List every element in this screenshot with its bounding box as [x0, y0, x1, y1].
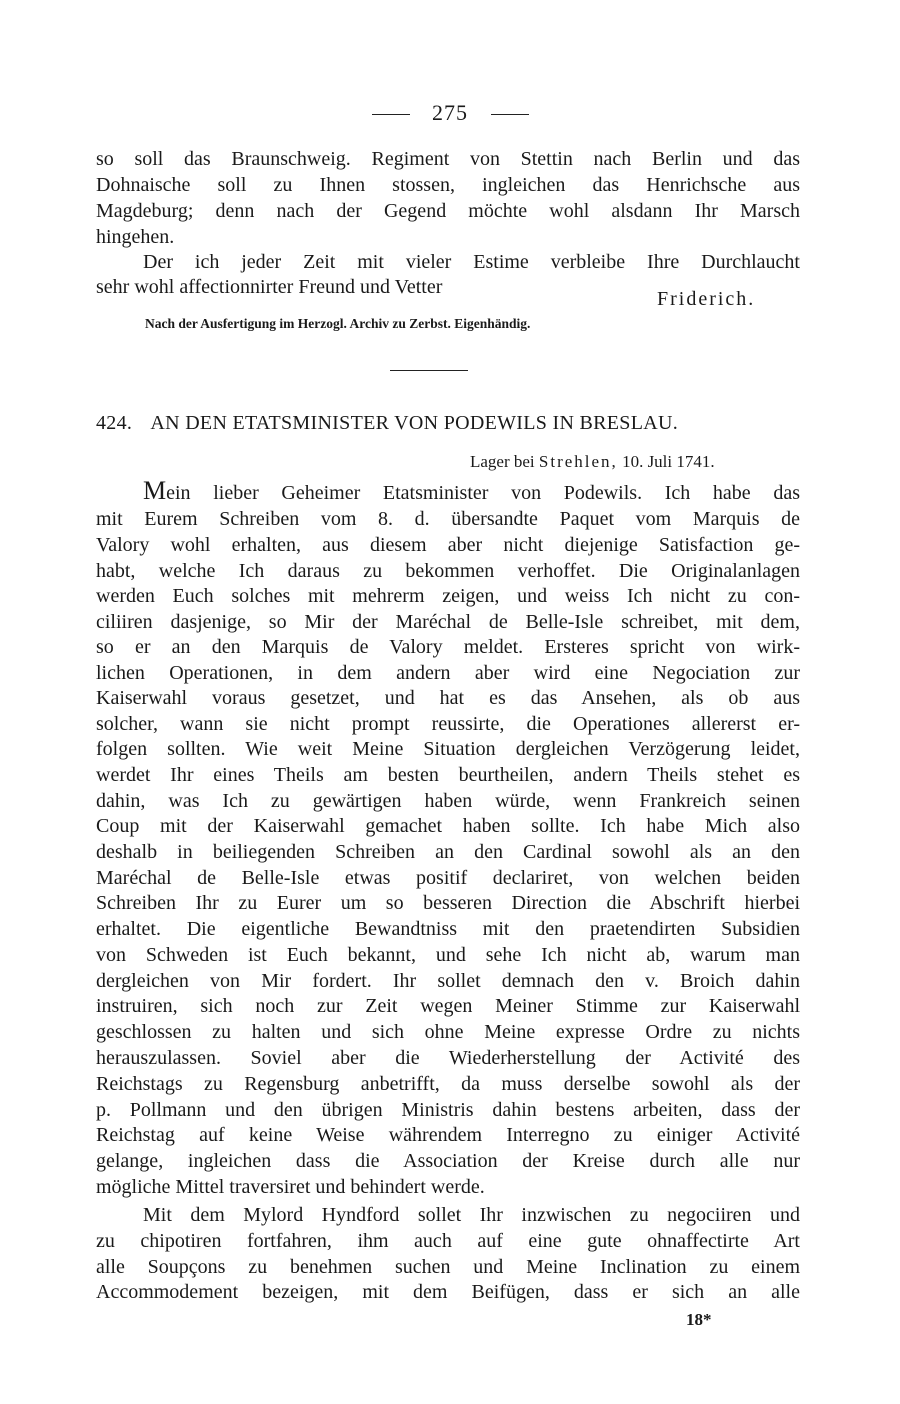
text-line: instruiren, sich noch zur Zeit wegen Meiner Stimme zur Kaiserwahl — [96, 995, 800, 1017]
text-line: gelange, ingleichen dass die Association der Kreise durch alle nur — [96, 1150, 800, 1172]
text-line: dahin, was Ich zu gewärtigen haben würde, wenn Frankreich seinen — [96, 790, 800, 812]
section-divider — [390, 370, 468, 371]
text-line: folgen sollten. Wie weit Meine Situation dergleichen Verzögerung leidet, — [96, 738, 800, 760]
document-number: 424. — [96, 412, 133, 434]
initial-letter: M — [143, 476, 167, 505]
text-line: werden Euch solches mit mehrerm zeigen, und weiss Ich nicht zu con- — [96, 585, 800, 607]
text-line: zu chipotiren fortfahren, ihm auch auf eine gute ohnaffectirte Art — [96, 1230, 800, 1252]
text-line: Magdeburg; denn nach der Gegend möchte wohl alsdann Ihr Marsch — [96, 200, 800, 222]
text-line: Dohnaische soll zu Ihnen stossen, ingleichen das Henrichsche aus — [96, 174, 800, 196]
text-line: so soll das Braunschweig. Regiment von Stettin nach Berlin und das — [96, 148, 800, 170]
text-line: Schreiben Ihr zu Eurer um so besseren Direction die Abschrift hierbei — [96, 892, 800, 914]
text-line: Accommodement bezeigen, mit dem Beifügen, dass er sich an alle — [96, 1281, 800, 1303]
text-line: erhaltet. Die eigentliche Bewandtniss mit den praetendirten Subsidien — [96, 918, 800, 940]
text-line: geschlossen zu halten und sich ohne Meine expresse Ordre zu nichts — [96, 1021, 800, 1043]
first-line-rest: ein lieber Geheimer Etatsminister von Podewils. Ich habe das — [166, 482, 800, 504]
page-header — [0, 100, 900, 126]
header-dash-right — [491, 114, 529, 115]
dateline-place: Strehlen, — [538, 452, 618, 471]
document-heading — [96, 412, 800, 435]
text-line: Reichstags zu Regensburg anbetrifft, da muss derselbe sowohl als der — [96, 1073, 800, 1095]
text-line: herauszulassen. Soviel aber die Wiederherstellung der Activité des — [96, 1047, 800, 1069]
text-line: p. Pollmann und den übrigen Ministris dahin bestens arbeiten, dass der — [96, 1099, 800, 1121]
text-line: werdet Ihr eines Theils am besten beurtheilen, andern Theils stehet es — [96, 764, 800, 786]
text-line: alle Soupçons zu benehmen suchen und Meine Inclination zu einem — [96, 1256, 800, 1278]
text-line: Valory wohl erhalten, aus diesem aber nicht diejenige Satisfaction ge- — [96, 534, 800, 556]
text-line: habt, welche Ich daraus zu bekommen verhoffet. Die Originalanlagen — [96, 560, 800, 582]
text-line: sehr wohl affectionnirter Freund und Vetter — [96, 276, 443, 298]
text-line: Kaiserwahl voraus gesetzet, und hat es das Ansehen, als ob aus — [96, 687, 800, 709]
text-line — [143, 478, 800, 506]
page-number: 275 — [432, 100, 468, 125]
dateline-prefix: Lager bei — [470, 452, 535, 471]
text-line: Der ich jeder Zeit mit vieler Estime verbleibe Ihre Durchlaucht — [143, 251, 800, 273]
dateline — [470, 452, 715, 472]
dateline-date: 10. Juli 1741. — [622, 452, 715, 471]
text-line: dergleichen von Mir fordert. Ihr sollet demnach den v. Broich dahin — [96, 970, 800, 992]
text-line: Mit dem Mylord Hyndford sollet Ihr inzwischen zu negociiren und — [143, 1204, 800, 1226]
text-line: Coup mit der Kaiserwahl gemachet haben sollte. Ich habe Mich also — [96, 815, 800, 837]
text-line: hingehen. — [96, 226, 175, 248]
source-note: Nach der Ausfertigung im Herzogl. Archiv zu Zerbst. Eigenhändig. — [145, 316, 531, 331]
text-line: lichen Operationen, in dem andern aber wird eine Negociation zur — [96, 662, 800, 684]
header-dash-left — [372, 114, 410, 115]
text-line: mögliche Mittel traversiret und behindert werde. — [96, 1176, 485, 1198]
text-line: mit Eurem Schreiben vom 8. d. übersandte Paquet vom Marquis de — [96, 508, 800, 530]
signature: Friderich. — [657, 288, 756, 310]
text-line: Reichstag auf keine Weise währendem Interregno zu einiger Activité — [96, 1124, 800, 1146]
text-line: ciliiren dasjenige, so Mir der Maréchal de Belle-Isle schreibet, mit dem, — [96, 611, 800, 633]
text-line: von Schweden ist Euch bekannt, und sehe Ich nicht ab, warum man — [96, 944, 800, 966]
text-line: solcher, wann sie nicht prompt reussirte, die Operationes allererst er- — [96, 713, 800, 735]
text-line: deshalb in beiliegenden Schreiben an den Cardinal sowohl als an den — [96, 841, 800, 863]
signature-mark: 18* — [686, 1310, 712, 1329]
document-title: AN DEN ETATSMINISTER VON PODEWILS IN BRESLAU. — [150, 412, 679, 434]
text-line: so er an den Marquis de Valory meldet. Ersteres spricht von wirk- — [96, 636, 800, 658]
text-line: Maréchal de Belle-Isle etwas positif declariret, von welchen beiden — [96, 867, 800, 889]
